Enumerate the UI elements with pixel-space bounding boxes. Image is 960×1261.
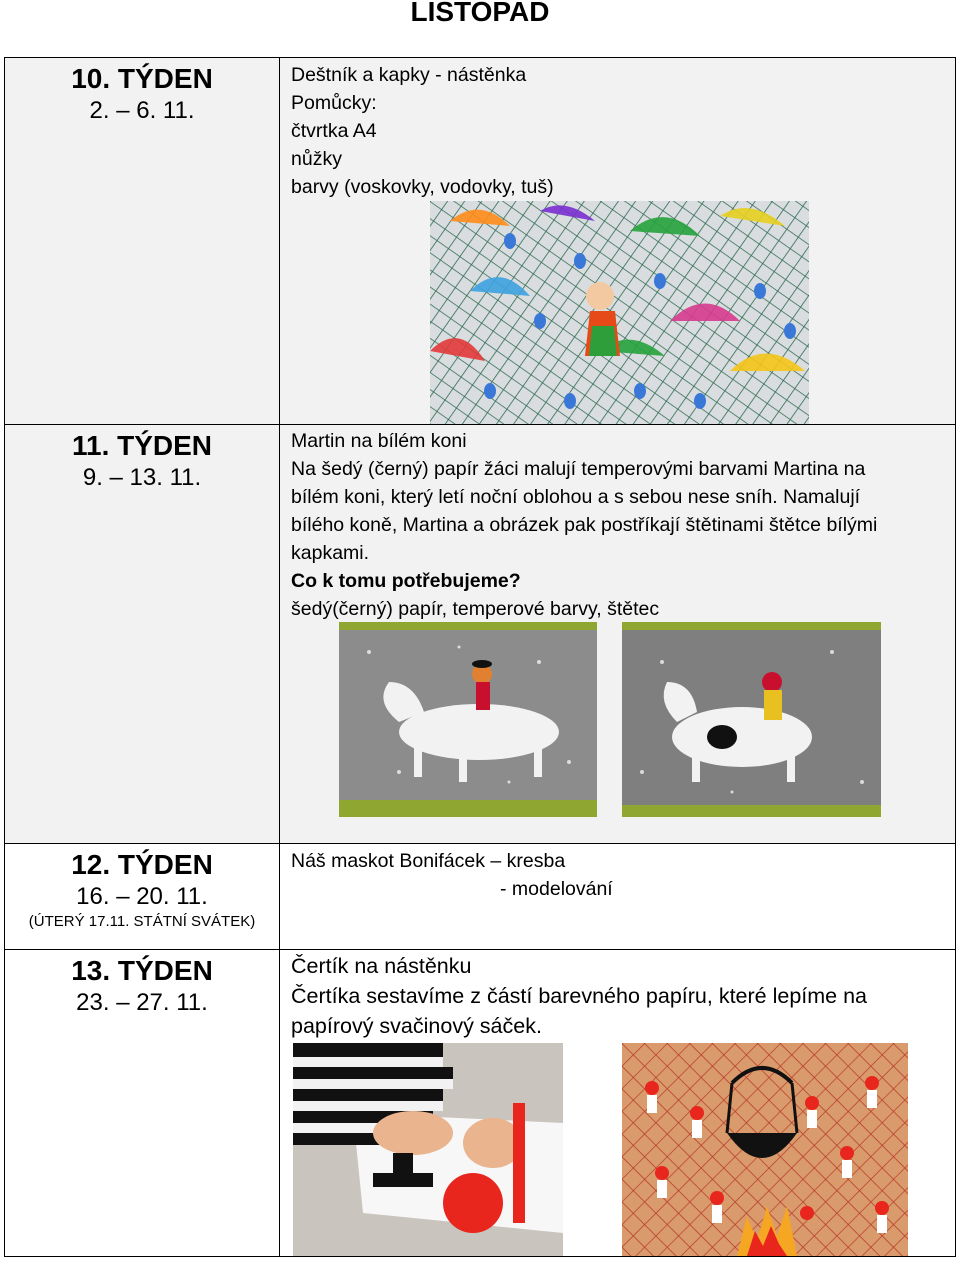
week-title: 11. TÝDEN bbox=[71, 430, 213, 461]
photo-devil-crafting bbox=[293, 1043, 563, 1256]
activity-title: Martin na bílém koni bbox=[291, 430, 467, 452]
schedule-table bbox=[4, 57, 956, 1257]
text-line: kapkami. bbox=[291, 542, 370, 564]
week-13-cell bbox=[5, 954, 279, 1018]
materials-list: šedý(černý) papír, temperové barvy, štětec bbox=[291, 598, 660, 620]
row-divider bbox=[5, 843, 955, 844]
holiday-note: (ÚTERÝ 17.11. STÁTNÍ SVÁTEK) bbox=[28, 913, 256, 930]
text-line: papírový svačinový sáček. bbox=[291, 1014, 542, 1038]
week-dates: 2. – 6. 11. bbox=[89, 97, 195, 124]
text-line: bílém koni, který letí noční oblohou a s sebou nese sníh. Namalují bbox=[291, 486, 861, 508]
activity-title: Náš maskot Bonifácek – kresba bbox=[291, 850, 566, 872]
column-divider bbox=[279, 58, 280, 1256]
activity-title: Čertík na nástěnku bbox=[291, 954, 472, 978]
materials-question: Co k tomu potřebujeme? bbox=[291, 570, 521, 592]
week-title: 10. TÝDEN bbox=[71, 63, 213, 94]
photo-horse-painting-1 bbox=[339, 622, 597, 817]
week-11-cell bbox=[5, 429, 279, 493]
week-dates: 16. – 20. 11. bbox=[76, 883, 208, 910]
week-dates: 23. – 27. 11. bbox=[76, 989, 208, 1016]
text-line: bílého koně, Martina a obrázek pak postříkají štětinami štětce bílými bbox=[291, 514, 878, 536]
week-11-content bbox=[291, 427, 877, 623]
week-title: 13. TÝDEN bbox=[71, 955, 213, 986]
week-12-content bbox=[291, 847, 613, 903]
text-line: nůžky bbox=[291, 148, 342, 170]
week-10-content bbox=[291, 61, 554, 201]
text-line: Čertíka sestavíme z částí barevného papíru, které lepíme na bbox=[291, 984, 868, 1008]
row-divider bbox=[5, 424, 955, 425]
row-divider bbox=[5, 949, 955, 950]
week-dates: 9. – 13. 11. bbox=[82, 464, 202, 491]
photo-umbrella-board bbox=[430, 201, 809, 424]
text-line: čtvrtka A4 bbox=[291, 120, 377, 142]
text-line: Na šedý (černý) papír žáci malují temperovými barvami Martina na bbox=[291, 458, 866, 480]
week-10-cell bbox=[5, 62, 279, 126]
text-line: barvy (voskovky, vodovky, tuš) bbox=[291, 176, 554, 198]
activity-title: Deštník a kapky - nástěnka bbox=[291, 64, 527, 86]
week-13-content bbox=[291, 951, 867, 1041]
photo-horse-painting-2 bbox=[622, 622, 881, 817]
page-title: LISTOPAD bbox=[410, 0, 550, 27]
text-line: - modelování bbox=[500, 878, 613, 900]
week-12-cell bbox=[5, 848, 279, 932]
week-title: 12. TÝDEN bbox=[71, 849, 213, 880]
photo-devil-board bbox=[622, 1043, 908, 1256]
text-line: Pomůcky: bbox=[291, 92, 377, 114]
